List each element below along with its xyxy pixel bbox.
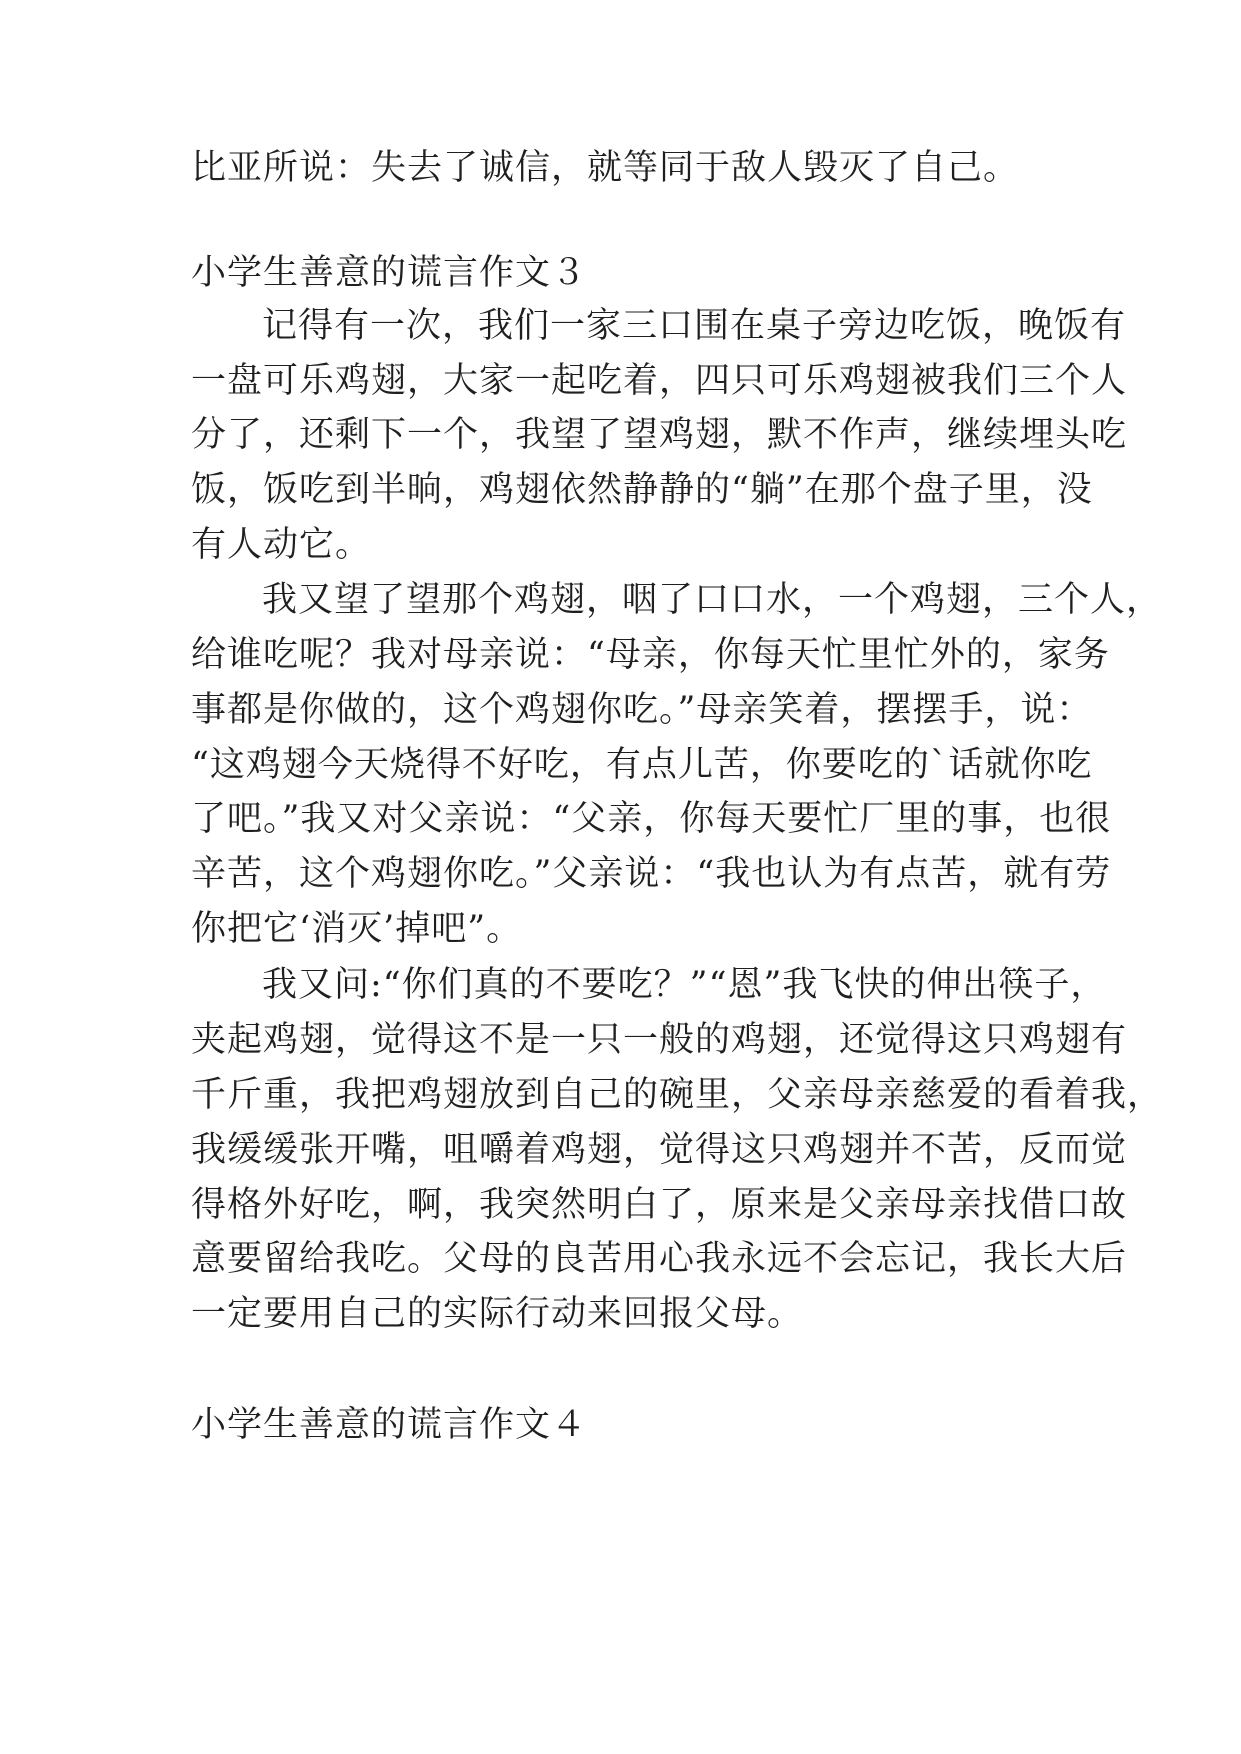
paragraph-2-line-6: 辛苦，这个鸡翅你吃。”父亲说：“我也认为有点苦，就有劳 bbox=[191, 854, 1112, 894]
section-4-title: 小学生善意的谎言作文４ bbox=[191, 1405, 588, 1445]
opening-line: 比亚所说：失去了诚信，就等同于敌人毁灭了自己。 bbox=[191, 148, 1020, 188]
paragraph-2-line-2: 给谁吃呢？我对母亲说：“母亲，你每天忙里忙外的，家务 bbox=[191, 635, 1110, 675]
paragraph-3-line-3: 千斤重，我把鸡翅放到自己的碗里，父亲母亲慈爱的看着我， bbox=[191, 1075, 1164, 1115]
paragraph-1-line-2: 一盘可乐鸡翅，大家一起吃着，四只可乐鸡翅被我们三个人 bbox=[191, 361, 1128, 401]
paragraph-1-line-1: 记得有一次，我们一家三口围在桌子旁边吃饭，晚饭有 bbox=[262, 306, 1127, 346]
paragraph-3-line-2: 夹起鸡翅，觉得这不是一只一般的鸡翅，还觉得这只鸡翅有 bbox=[191, 1020, 1128, 1060]
paragraph-2-line-1: 我又望了望那个鸡翅，咽了口口水，一个鸡翅，三个人， bbox=[262, 580, 1163, 620]
paragraph-3-line-4: 我缓缓张开嘴，咀嚼着鸡翅，觉得这只鸡翅并不苦，反而觉 bbox=[191, 1130, 1128, 1170]
paragraph-3-line-5: 得格外好吃，啊，我突然明白了，原来是父亲母亲找借口故 bbox=[191, 1185, 1128, 1225]
paragraph-2-line-7: 你把它‘消灭’掉吧”。 bbox=[191, 909, 523, 949]
paragraph-3-line-1: 我又问:“你们真的不要吃？”“恩”我飞快的伸出筷子， bbox=[262, 965, 1107, 1005]
paragraph-2-line-5: 了吧。”我又对父亲说：“父亲，你每天要忙厂里的事，也很 bbox=[191, 799, 1112, 839]
section-3-title: 小学生善意的谎言作文３ bbox=[191, 253, 588, 293]
paragraph-3-line-7: 一定要用自己的实际行动来回报父母。 bbox=[191, 1294, 804, 1334]
paragraph-1-line-5: 有人动它。 bbox=[191, 525, 372, 565]
paragraph-2-line-4: “这鸡翅今天烧得不好吃，有点儿苦，你要吃的`话就你吃 bbox=[191, 745, 1093, 785]
paragraph-1-line-4: 饭，饭吃到半晌，鸡翅依然静静的“躺”在那个盘子里，没 bbox=[191, 470, 1093, 510]
paragraph-3-line-6: 意要留给我吃。父母的良苦用心我永远不会忘记，我长大后 bbox=[191, 1239, 1128, 1279]
paragraph-1-line-3: 分了，还剩下一个，我望了望鸡翅，默不作声，继续埋头吃 bbox=[191, 415, 1128, 455]
paragraph-2-line-3: 事都是你做的，这个鸡翅你吃。”母亲笑着，摆摆手，说： bbox=[191, 690, 1093, 730]
